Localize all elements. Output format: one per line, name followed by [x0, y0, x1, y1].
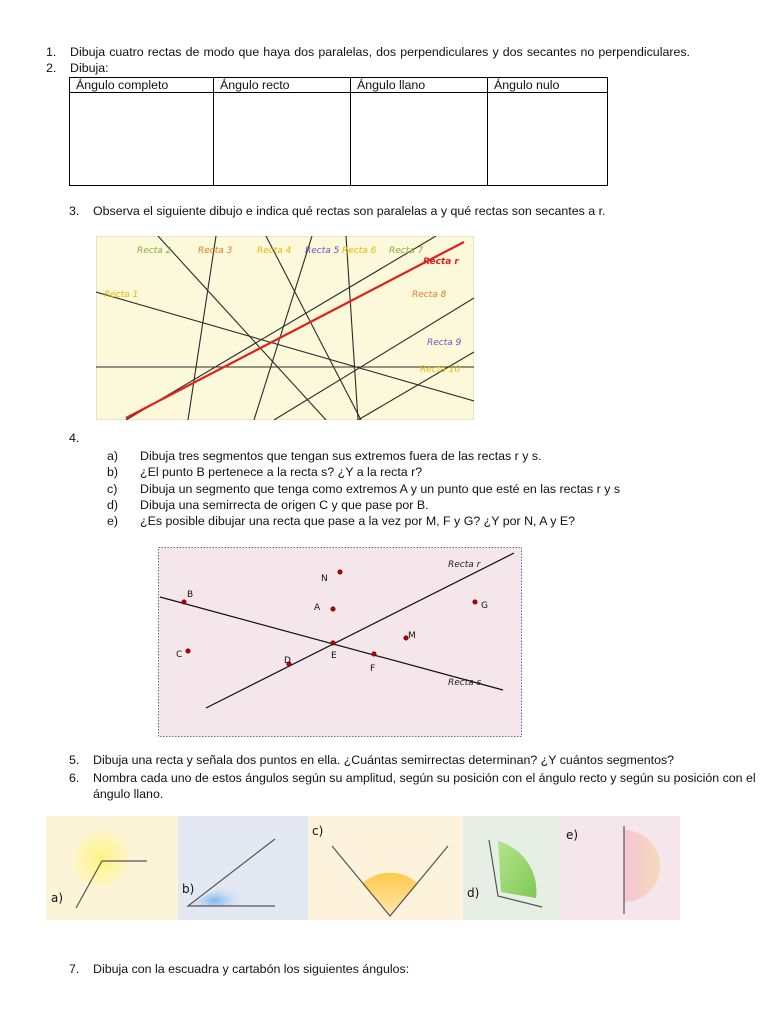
point-n — [338, 570, 342, 574]
item-number: 5. — [69, 753, 80, 767]
point-d-label: D — [284, 656, 291, 666]
item-number: 4. — [69, 431, 80, 445]
sub-item-letter: d) — [107, 498, 119, 512]
sub-item-letter: e) — [107, 514, 119, 528]
recta-7-label: Recta 7 — [389, 246, 424, 256]
angles-figure — [46, 816, 680, 920]
lines-figure-background — [96, 236, 474, 420]
lines-figure — [96, 236, 474, 420]
recta-s-label: Recta s — [448, 678, 482, 688]
angle-table-header: Ángulo llano — [351, 78, 488, 93]
recta-8-label: Recta 8 — [412, 290, 447, 300]
points-figure-background — [159, 548, 522, 737]
question-6-text: Nombra cada uno de estos ángulos según su amplitud, según su posición con el ángulo recto y según su posición con el — [93, 771, 756, 785]
angle-table-header: Ángulo nulo — [488, 78, 608, 93]
angle-table-cell[interactable] — [351, 93, 488, 186]
item-number: 6. — [69, 771, 80, 785]
point-f-label: F — [370, 664, 376, 674]
angle-table-header: Ángulo recto — [214, 78, 351, 93]
recta-2-label: Recta 2 — [137, 246, 172, 256]
angle-table-cell[interactable] — [488, 93, 608, 186]
point-m-label: M — [408, 631, 416, 641]
recta-10-label: Recta 10 — [420, 365, 461, 375]
item-number: 1. — [46, 45, 57, 59]
point-c-label: C — [176, 650, 183, 660]
sub-item-letter: c) — [107, 482, 118, 496]
point-b — [182, 600, 186, 604]
sub-item-letter: a) — [107, 449, 119, 463]
point-g — [473, 600, 477, 604]
point-g-label: G — [481, 601, 488, 611]
recta-4-label: Recta 4 — [257, 246, 292, 256]
point-b-label: B — [187, 590, 194, 600]
sub-item-b-text: ¿El punto B pertenece a la recta s? ¿Y a la recta r? — [140, 465, 423, 479]
angle-a-label: a) — [51, 891, 64, 905]
sub-item-e-text: ¿Es posible dibujar una recta que pase a la vez por M, F y G? ¿Y por N, A y E? — [140, 514, 576, 528]
recta-6-label: Recta 6 — [342, 246, 377, 256]
recta-9-label: Recta 9 — [427, 338, 462, 348]
points-figure — [158, 547, 522, 737]
point-e — [331, 641, 335, 645]
angle-table — [69, 77, 608, 186]
question-7-text: Dibuja con la escuadra y cartabón los siguientes ángulos: — [93, 962, 410, 976]
angle-table-cell[interactable] — [214, 93, 351, 186]
angle-c-label: c) — [312, 824, 324, 838]
item-number: 3. — [69, 204, 80, 218]
angle-a-fill — [73, 831, 129, 887]
sub-item-letter: b) — [107, 465, 119, 479]
question-1-text: Dibuja cuatro rectas de modo que haya dos paralelas, dos perpendiculares y dos secantes no perpendiculares. — [70, 45, 690, 59]
sub-item-c-text: Dibuja un segmento que tenga como extremos A y un punto que esté en las rectas r y s — [140, 482, 621, 496]
angle-b-label: b) — [182, 882, 195, 896]
item-number: 2. — [46, 61, 57, 75]
question-6-text: ángulo llano. — [93, 787, 164, 801]
recta-1-label: Recta 1 — [104, 290, 139, 300]
angle-table-header: Ángulo completo — [70, 78, 214, 93]
angle-e-label: e) — [566, 828, 579, 842]
angle-table-cell[interactable] — [70, 93, 214, 186]
sub-item-a-text: Dibuja tres segmentos que tengan sus extremos fuera de las rectas r y s. — [140, 449, 542, 463]
point-f — [372, 652, 376, 656]
point-n-label: N — [321, 574, 328, 584]
recta-r-label: Recta r — [423, 257, 459, 267]
recta-r-label: Recta r — [448, 560, 481, 570]
point-a-label: A — [314, 603, 321, 613]
angle-d-label: d) — [467, 886, 480, 900]
question-5-text: Dibuja una recta y señala dos puntos en ella. ¿Cuántas semirrectas determinan? ¿Y cuántos segmentos? — [93, 753, 675, 767]
item-number: 7. — [69, 962, 80, 976]
point-e-label: E — [331, 651, 337, 661]
recta-5-label: Recta 5 — [305, 246, 340, 256]
sub-item-d-text: Dibuja una semirrecta de origen C y que pase por B. — [140, 498, 429, 512]
recta-3-label: Recta 3 — [198, 246, 233, 256]
point-c — [186, 649, 190, 653]
question-3-text: Observa el siguiente dibujo e indica qué rectas son paralelas a y qué rectas son secantes a r. — [93, 204, 606, 218]
question-2-text: Dibuja: — [70, 61, 109, 75]
point-a — [331, 607, 335, 611]
